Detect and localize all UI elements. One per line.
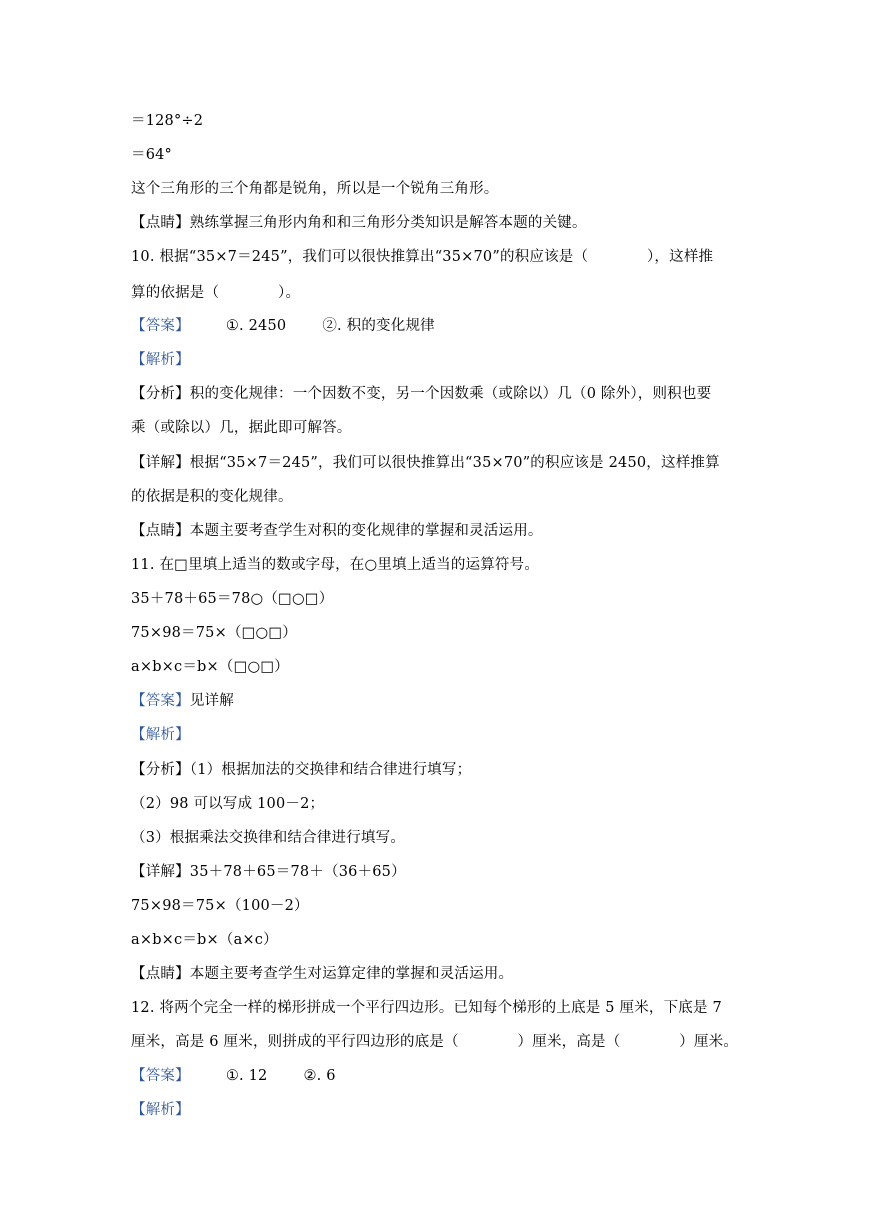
answer-value: 见详解 — [189, 693, 234, 709]
xiangjie-line: 【详解】根据“35×7＝245”，我们可以很快推算出“35×70”的积应该是 2450，这样推算 — [131, 455, 720, 471]
dianjing-line: 【点睛】本题主要考查学生对运算定律的掌握和灵活运用。 — [131, 966, 514, 982]
answer-value: ②. 6 — [303, 1068, 336, 1084]
xiangjie-line: 【详解】35＋78＋65＝78＋（36＋65） — [131, 864, 406, 880]
fenxi-line: 【分析】积的变化规律：一个因数不变，另一个因数乘（或除以）几（0 除外），则积也要 — [131, 386, 712, 402]
equation-line: a×b×c＝b×（□○□） — [131, 659, 289, 675]
fenxi-line: （3）根据乘法交换律和结合律进行填写。 — [131, 830, 406, 846]
xiangjie-line: a×b×c＝b×（a×c） — [131, 932, 278, 948]
answer-line — [131, 316, 435, 336]
jiexi-tag: 【解析】 — [131, 727, 190, 743]
equation-line: 35＋78＋65＝78○（□○□） — [131, 591, 334, 607]
equation-line: ＝64° — [131, 147, 173, 163]
equation-line: 75×98＝75×（□○□） — [131, 625, 298, 641]
answer-tag: 【答案】 — [131, 1068, 190, 1084]
fenxi-line: 乘（或除以）几，据此即可解答。 — [131, 420, 352, 436]
question-10-line-2: 算的依据是（ ）。 — [131, 285, 301, 301]
answer-line — [131, 691, 234, 711]
question-12-line-2: 厘米，高是 6 厘米，则拼成的平行四边形的底是（ ）厘米，高是（ ）厘米。 — [131, 1034, 739, 1050]
fenxi-line: 【分析】（1）根据加法的交换律和结合律进行填写； — [131, 762, 472, 778]
xiangjie-line: 75×98＝75×（100－2） — [131, 898, 309, 914]
answer-line — [131, 1066, 336, 1086]
xiangjie-line: 的依据是积的变化规律。 — [131, 489, 293, 505]
fenxi-line: （2）98 可以写成 100－2； — [131, 796, 325, 812]
dianjing-line: 【点睛】本题主要考查学生对积的变化规律的掌握和灵活运用。 — [131, 523, 543, 539]
answer-tag: 【答案】 — [131, 318, 190, 334]
dianjing-line: 【点睛】熟练掌握三角形内角和和三角形分类知识是解答本题的关键。 — [131, 215, 587, 231]
answer-value: ①. 12 — [225, 1068, 268, 1084]
question-12-line-1: 12. 将两个完全一样的梯形拼成一个平行四边形。已知每个梯形的上底是 5 厘米，下底是 7 — [131, 1000, 722, 1016]
question-11-line: 11. 在□里填上适当的数或字母，在○里填上适当的运算符号。 — [131, 557, 540, 573]
equation-line: ＝128°÷2 — [131, 113, 204, 129]
answer-value: ②. 积的变化规律 — [322, 318, 435, 334]
answer-tag: 【答案】 — [131, 693, 190, 709]
jiexi-tag: 【解析】 — [131, 352, 190, 368]
question-10-line-1: 10. 根据“35×7＝245”，我们可以很快推算出“35×70”的积应该是（ ），这样推 — [131, 249, 714, 265]
text-line: 这个三角形的三个角都是锐角，所以是一个锐角三角形。 — [131, 181, 499, 197]
answer-value: ①. 2450 — [225, 318, 287, 334]
jiexi-tag: 【解析】 — [131, 1102, 190, 1118]
